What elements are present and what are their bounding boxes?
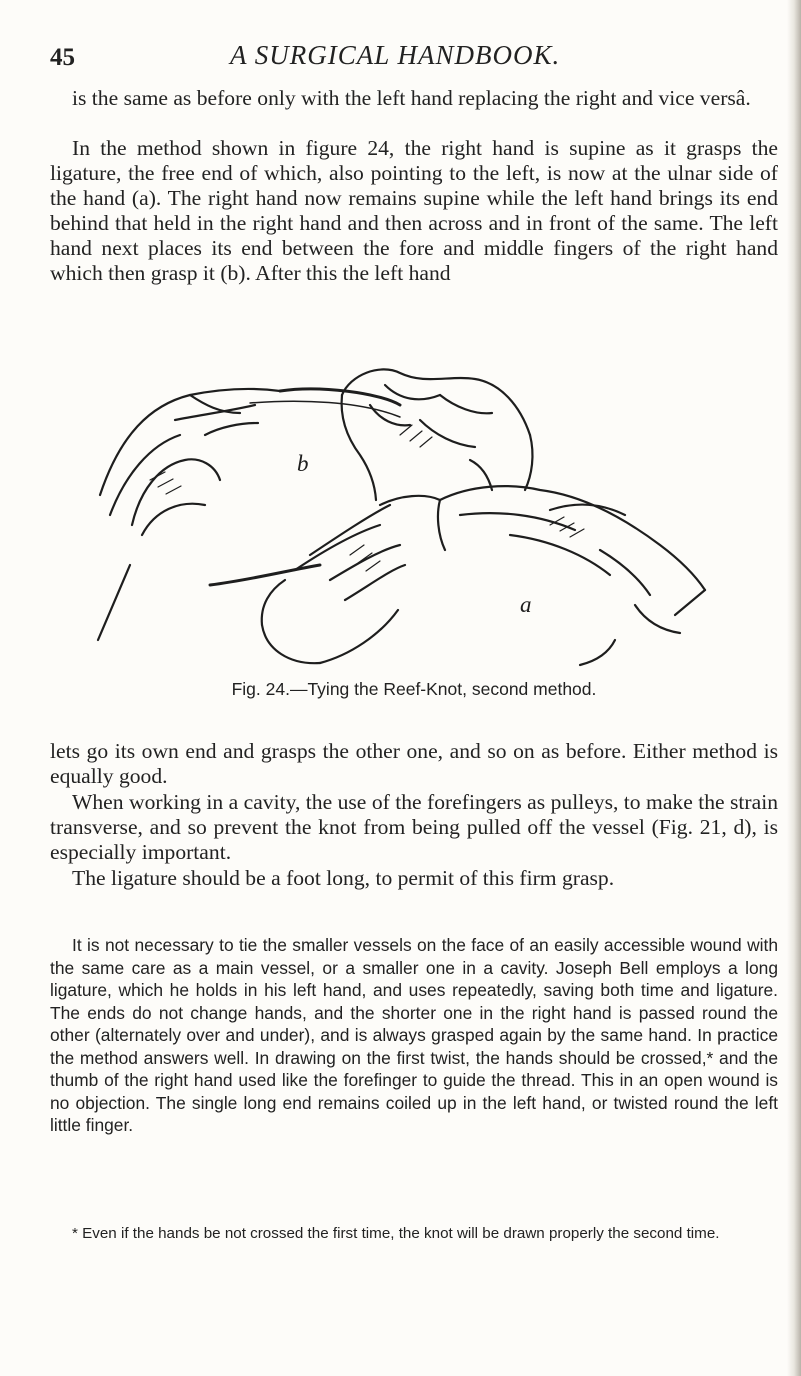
figure-reef-knot xyxy=(80,365,740,675)
figure-label-b: b xyxy=(297,451,309,476)
paragraph-ligature-length: The ligature should be a foot long, to permit of this firm grasp. xyxy=(72,866,615,890)
figure-caption: Fig. 24.—Tying the Reef-Knot, second method. xyxy=(231,679,597,699)
paragraph-smaller-vessels: It is not necessary to tie the smaller vessels on the face of an easily accessible wound with the same care as a main vessel, or a smaller one in a cavity. Joseph Bell employs a long ligature, which he holds in his left hand, and uses repeatedly, saving both time and ligature. The ends do not change hands, and the shorter one in the right hand is passed round the other (alternately over and under), and is always grasped again by the same hand. In practice the method answers well. In drawing on the first twist, the hands should be crossed,* and the thumb of the right hand used like the forefinger to guide the thread. This in an open wound is no objection. The single long end remains coiled up in the left hand, or twisted round the left little finger. xyxy=(50,935,778,1135)
paragraph-cavity: When working in a cavity, the use of the forefingers as pulleys, to make the strain transverse, and so prevent the knot from being pulled off the vessel (Fig. 21, d), is especially important. xyxy=(50,790,778,864)
running-title: A SURGICAL HANDBOOK. xyxy=(230,40,561,70)
page-spine-shadow xyxy=(787,0,801,1376)
running-head xyxy=(50,40,775,80)
figure-label-a: a xyxy=(520,592,532,617)
paragraph-method: In the method shown in figure 24, the right hand is supine as it grasps the ligature, the free end of which, also pointing to the left, is now at the ulnar side of the hand (a). The right hand now remains supine while the left hand brings its end behind that held in the right hand and then across and in front of the same. The left hand next places its end between the fore and middle fingers of the right hand which then grasp it (b). After this the left hand xyxy=(50,136,778,285)
page-number: 45 xyxy=(50,44,75,71)
paragraph-lets-go: lets go its own end and grasps the other one, and so on as before. Either method is equally good. xyxy=(50,739,778,788)
footnote: * Even if the hands be not crossed the first time, the knot will be drawn properly the second time. xyxy=(72,1225,720,1242)
paragraph-continuation: is the same as before only with the left hand replacing the right and vice versâ. xyxy=(72,86,751,110)
hands-tying-knot-illustration xyxy=(80,365,740,675)
